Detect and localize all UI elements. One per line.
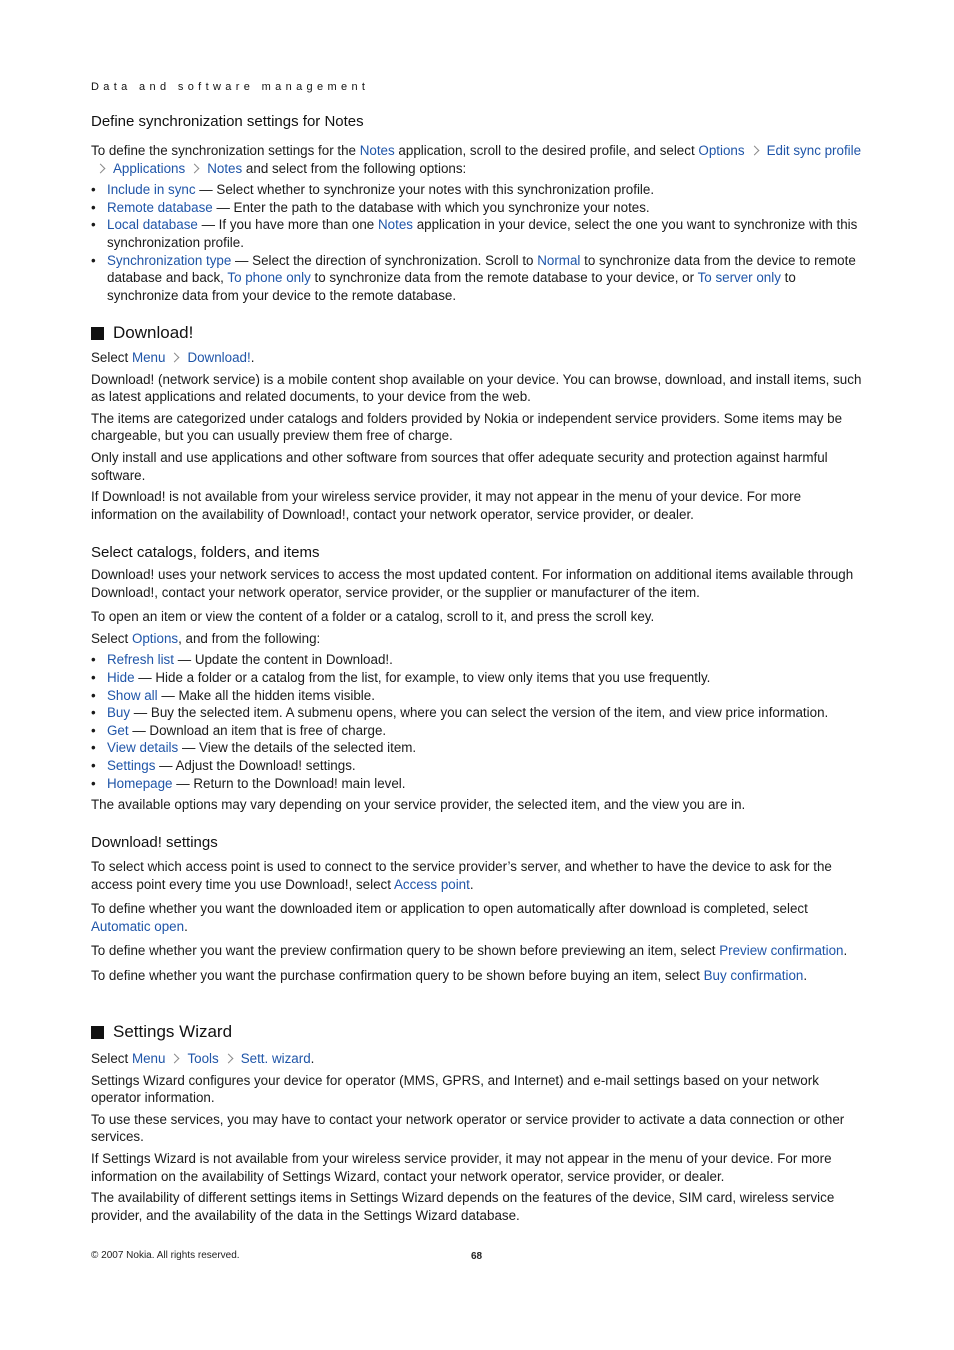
paragraph: The available options may vary depending on your service provider, the selected item, and the view you are in.: [91, 797, 746, 813]
list-item: • Homepage — Return to the Download! main level.: [91, 775, 865, 793]
list-item: • Get — Download an item that is free of charge.: [91, 722, 865, 740]
section-title-settings-wizard: Settings Wizard: [91, 1022, 865, 1042]
download-settings-section: [91, 834, 865, 985]
link-sett-wizard[interactable]: Sett. wizard: [240, 1051, 311, 1066]
paragraph: To open an item or view the content of a folder or a catalog, scroll to it, and press the scroll key.: [91, 609, 655, 625]
footer-copyright: © 2007 Nokia. All rights reserved.: [91, 1250, 240, 1261]
list-item: • Remote database — Enter the path to the database with which you synchronize your notes.: [91, 199, 865, 217]
section-title-download-settings: Download! settings: [91, 834, 218, 851]
paragraph: To define whether you want the preview confirmation query to be shown before previewing an item, select Preview confirmation.: [91, 943, 848, 959]
list-item: • Buy — Buy the selected item. A submenu opens, where you can select the version of the item, and view price information.: [91, 704, 865, 722]
section-title-download: Download!: [91, 323, 865, 343]
section-title-notes-sync: Define synchronization settings for Notes: [91, 113, 364, 130]
section-title-catalogs: Select catalogs, folders, and items: [91, 544, 320, 561]
link-options[interactable]: Options: [698, 143, 745, 158]
paragraph: If Download! is not available from your wireless service provider, it may not appear in the menu of your device. For more information on the availability of Download!, contact your network operator, service provider, or dealer.: [91, 489, 802, 522]
download-menu-path: Select Menu Download!.: [91, 350, 255, 365]
link-notes-3[interactable]: Notes: [377, 217, 413, 233]
section-marker-icon: [91, 1026, 104, 1039]
link-notes[interactable]: Notes: [359, 143, 395, 158]
chevron-right-icon: [749, 146, 759, 156]
running-head: Data and software management: [91, 81, 370, 93]
link-buy-confirmation[interactable]: Buy confirmation: [703, 967, 804, 983]
notes-sync-intro: To define the synchronization settings for the Notes application, scroll to the desired profile, and select Options Edit sync profileApplications Notes and select from the following options:: [91, 143, 862, 176]
option-to-phone-only[interactable]: To phone only: [227, 270, 311, 286]
chevron-right-icon: [96, 163, 106, 173]
option-buy[interactable]: Buy: [107, 705, 131, 721]
paragraph: To define whether you want the downloaded item or application to open automatically after download is completed, select Automatic open.: [91, 901, 808, 934]
paragraph: Download! (network service) is a mobile content shop available on your device. You can browse, download, and install items, such as latest applications and related documents, to your device from the web.: [91, 371, 862, 405]
link-notes-2[interactable]: Notes: [207, 160, 243, 176]
option-to-server-only[interactable]: To server only: [697, 270, 781, 286]
paragraph: To define whether you want the purchase confirmation query to be shown before buying an item, select Buy confirmation.: [91, 967, 808, 983]
paragraph: Download! uses your network services to access the most updated content. For information on additional items available through Download!, contact your network operator, service provider, or the supplier or manufacturer of the item.: [91, 567, 854, 600]
link-menu[interactable]: Menu: [131, 350, 166, 365]
paragraph: If Settings Wizard is not available from your wireless service provider, it may not appear in the menu of your device. For more information on the availability of Settings Wizard, contact your network operator, service provider, or dealer.: [91, 1150, 832, 1184]
settings-wizard-section: [91, 1022, 865, 1224]
option-homepage[interactable]: Homepage: [107, 775, 173, 791]
option-show-all[interactable]: Show all: [107, 687, 158, 703]
option-settings[interactable]: Settings: [107, 757, 156, 773]
list-item: • View details — View the details of the selected item.: [91, 739, 865, 757]
paragraph: The items are categorized under catalogs and folders provided by Nokia or independent service providers. Some items may be chargeable, but you can usually preview them free of charge.: [91, 410, 843, 444]
section-marker-icon: [91, 327, 104, 340]
option-local-database[interactable]: Local database: [107, 217, 198, 233]
option-get[interactable]: Get: [107, 722, 129, 738]
option-view-details[interactable]: View details: [107, 740, 179, 756]
link-download[interactable]: Download!: [187, 350, 251, 365]
list-item: • Include in sync — Select whether to synchronize your notes with this synchronization profile.: [91, 181, 865, 199]
chevron-right-icon: [190, 163, 200, 173]
catalog-options-list: [91, 651, 865, 792]
paragraph: The availability of different settings items in Settings Wizard depends on the features of the device, SIM card, wireless service provider, and the availability of the data in the Settings Wizard database.: [91, 1190, 835, 1223]
list-item: • Show all — Make all the hidden items visible.: [91, 687, 865, 705]
chevron-right-icon: [170, 1054, 180, 1064]
wizard-menu-path: Select Menu Tools Sett. wizard.: [91, 1051, 315, 1066]
notes-sync-section: [91, 113, 865, 304]
list-item: • Synchronization type — Select the direction of synchronization. Scroll to Normal to synchronize data from the device to remote database and back, To phone only to synchronize data from the remote database to your device, or To server only to synchronize data from your device to the remote database.: [91, 252, 865, 305]
paragraph: Only install and use applications and other software from sources that offer adequate security and protection against harmful software.: [91, 449, 828, 483]
link-preview-confirmation[interactable]: Preview confirmation: [719, 943, 844, 959]
option-hide[interactable]: Hide: [107, 669, 135, 685]
paragraph: To use these services, you may have to contact your network operator or service provider to activate a data connection or other services.: [91, 1111, 845, 1145]
link-automatic-open[interactable]: Automatic open: [91, 918, 185, 934]
link-menu[interactable]: Menu: [131, 1051, 166, 1066]
link-tools[interactable]: Tools: [187, 1051, 219, 1066]
paragraph: To select which access point is used to connect to the service provider’s server, and whether to have the device to ask for the access point every time you use Download!, select Access point.: [91, 859, 832, 892]
catalogs-section: [91, 544, 865, 814]
link-access-point[interactable]: Access point: [393, 876, 470, 892]
chevron-right-icon: [170, 353, 180, 363]
link-edit-sync-profile[interactable]: Edit sync profile: [766, 143, 862, 158]
list-item: • Local database — If you have more than one Notes application in your device, select the one you want to synchronize with this synchronization profile.: [91, 216, 865, 251]
download-section: [91, 323, 865, 523]
link-options[interactable]: Options: [131, 630, 179, 646]
page-number: 68: [471, 1251, 483, 1262]
paragraph: Select Options, and from the following:: [91, 630, 321, 646]
paragraph: Settings Wizard configures your device for operator (MMS, GPRS, and Internet) and e-mail settings based on your network operator information.: [91, 1072, 819, 1106]
option-refresh-list[interactable]: Refresh list: [107, 652, 174, 668]
list-item: • Hide — Hide a folder or a catalog from the list, for example, to view only items that you use frequently.: [91, 669, 865, 687]
notes-sync-options-list: [91, 181, 865, 304]
list-item: • Refresh list — Update the content in Download!.: [91, 651, 865, 669]
option-synchronization-type[interactable]: Synchronization type: [107, 252, 232, 268]
list-item: • Settings — Adjust the Download! settings.: [91, 757, 865, 775]
link-applications[interactable]: Applications: [113, 160, 186, 176]
option-include-in-sync[interactable]: Include in sync: [107, 182, 196, 198]
option-remote-database[interactable]: Remote database: [107, 199, 213, 215]
chevron-right-icon: [223, 1054, 233, 1064]
option-normal[interactable]: Normal: [537, 252, 581, 268]
